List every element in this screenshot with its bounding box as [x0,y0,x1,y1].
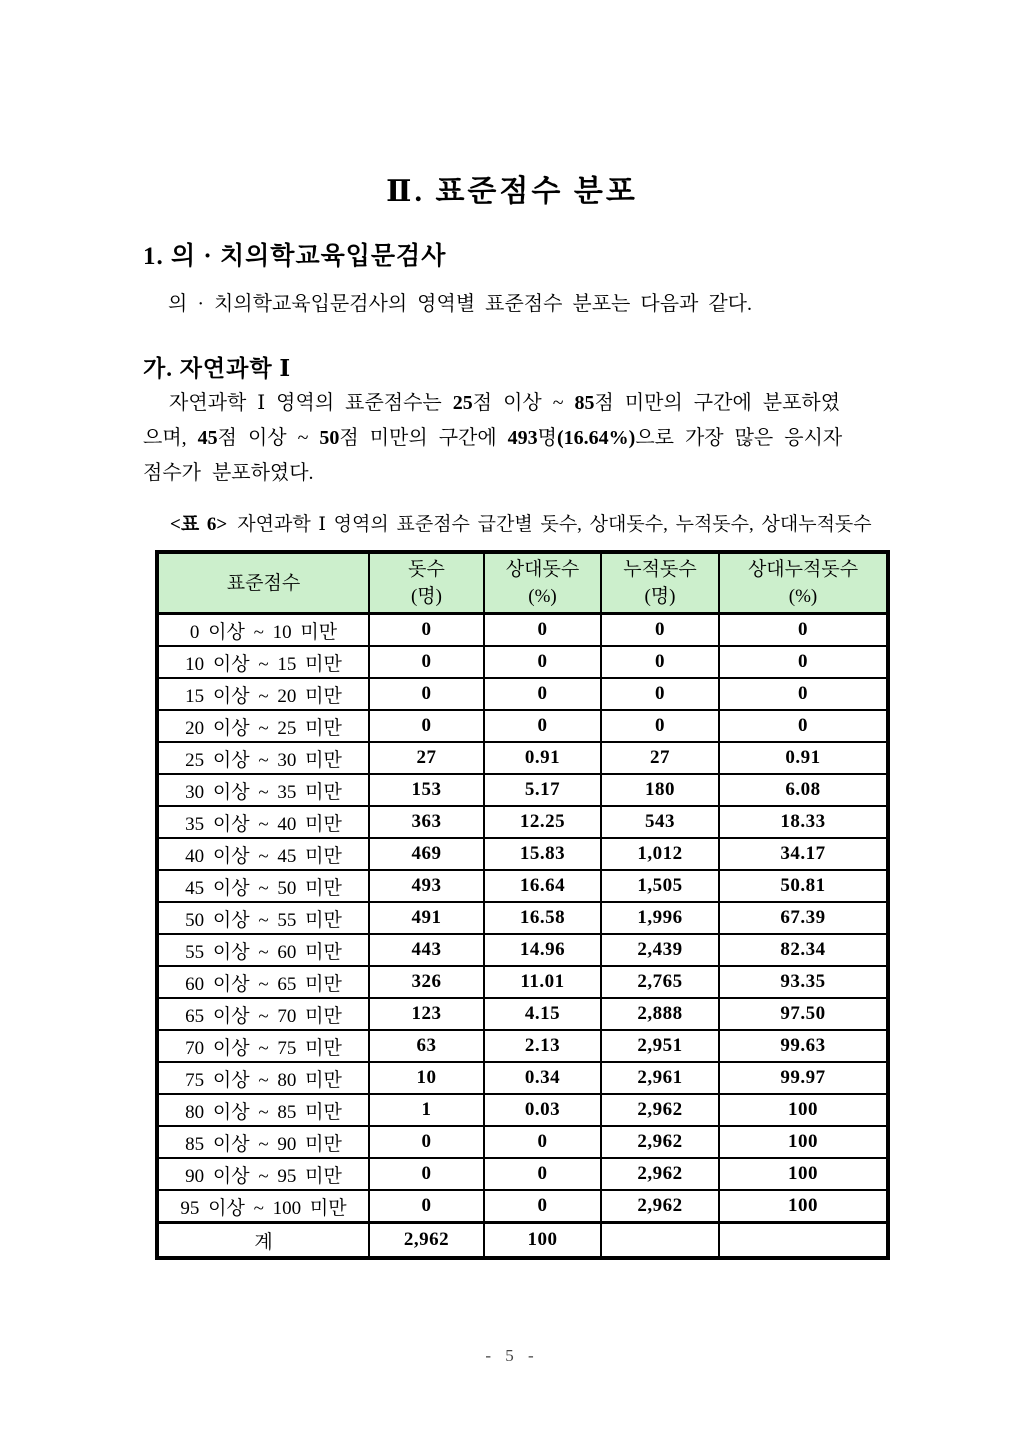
column-header-relative-cumulative-frequency [719,552,888,614]
table-caption [170,509,890,536]
total-relative-cumulative-frequency-cell [719,1223,888,1259]
relative-cumulative-frequency-cell: 100 [719,1190,888,1223]
relative-cumulative-frequency-cell: 99.97 [719,1062,888,1094]
text-segment: 25 [452,392,473,414]
relative-cumulative-frequency-cell: 6.08 [719,774,888,806]
cumulative-frequency-cell: 1,505 [601,870,719,902]
column-header-frequency [369,552,484,614]
relative-cumulative-frequency-cell: 67.39 [719,902,888,934]
column-label: 상대누적돗수 [747,559,859,580]
relative-frequency-cell: 16.64 [484,870,601,902]
score-range-cell: 35 이상 ~ 40 미만 [157,806,369,838]
relative-frequency-cell: 15.83 [484,838,601,870]
table-row [157,742,888,774]
relative-frequency-cell: 11.01 [484,966,601,998]
total-label-cell: 계 [157,1223,369,1259]
cumulative-frequency-cell: 0 [601,614,719,647]
relative-cumulative-frequency-cell: 82.34 [719,934,888,966]
score-range-cell: 40 이상 ~ 45 미만 [157,838,369,870]
total-relative-frequency-cell: 100 [484,1223,601,1259]
relative-frequency-cell: 0.34 [484,1062,601,1094]
table-row [157,1030,888,1062]
frequency-cell: 1 [369,1094,484,1126]
column-unit: (명) [644,586,676,607]
relative-cumulative-frequency-cell: 100 [719,1158,888,1190]
text-segment: 점수가 분포하였다. [143,462,314,484]
score-range-cell: 80 이상 ~ 85 미만 [157,1094,369,1126]
frequency-cell: 326 [369,966,484,998]
text-segment: 점 미만의 구간에 [339,427,508,449]
table-row [157,1158,888,1190]
frequency-cell: 10 [369,1062,484,1094]
table-row [157,1094,888,1126]
cumulative-frequency-cell: 0 [601,678,719,710]
cumulative-frequency-cell: 1,996 [601,902,719,934]
relative-cumulative-frequency-cell: 34.17 [719,838,888,870]
frequency-cell: 443 [369,934,484,966]
table-row [157,774,888,806]
table-caption-label: <표 6> [170,514,228,535]
column-header-score-range [157,552,369,614]
column-label: 돗수 [408,559,445,580]
frequency-cell: 469 [369,838,484,870]
relative-frequency-cell: 0 [484,614,601,647]
score-range-cell: 45 이상 ~ 50 미만 [157,870,369,902]
relative-cumulative-frequency-cell: 0 [719,646,888,678]
score-range-cell: 70 이상 ~ 75 미만 [157,1030,369,1062]
relative-cumulative-frequency-cell: 100 [719,1094,888,1126]
relative-frequency-cell: 0 [484,646,601,678]
relative-frequency-cell: 14.96 [484,934,601,966]
table-row [157,870,888,902]
frequency-cell: 0 [369,1190,484,1223]
frequency-cell: 153 [369,774,484,806]
table-row [157,646,888,678]
relative-frequency-cell: 2.13 [484,1030,601,1062]
cumulative-frequency-cell: 2,888 [601,998,719,1030]
cumulative-frequency-cell: 2,962 [601,1158,719,1190]
relative-frequency-cell: 12.25 [484,806,601,838]
score-table-footer [157,1223,888,1259]
relative-cumulative-frequency-cell: 99.63 [719,1030,888,1062]
relative-frequency-cell: 0.03 [484,1094,601,1126]
total-cumulative-frequency-cell [601,1223,719,1259]
column-header-relative-frequency [484,552,601,614]
header-row [157,552,888,614]
score-range-cell: 50 이상 ~ 55 미만 [157,902,369,934]
table-row [157,998,888,1030]
cumulative-frequency-cell: 2,765 [601,966,719,998]
table-row [157,1062,888,1094]
text-segment: 자연과학 Ⅰ 영역의 표준점수는 [169,392,453,414]
text-segment: 으며, [143,427,198,449]
relative-frequency-cell: 0 [484,678,601,710]
table-caption-text: 자연과학 Ⅰ 영역의 표준점수 급간별 돗수, 상대돗수, 누적돗수, 상대누적돗수 [237,514,872,535]
section-intro-text: 의 · 치의학교육입문검사의 영역별 표준점수 분포는 다음과 같다. [168,293,752,315]
text-segment: 493 [507,427,538,449]
cumulative-frequency-cell: 0 [601,646,719,678]
score-range-cell: 95 이상 ~ 100 미만 [157,1190,369,1223]
page-title: Ⅱ. 표준점수 분포 [386,175,638,208]
relative-frequency-cell: 5.17 [484,774,601,806]
score-table-header [157,552,888,614]
cumulative-frequency-cell: 2,951 [601,1030,719,1062]
column-unit: (%) [788,586,818,607]
relative-cumulative-frequency-cell: 50.81 [719,870,888,902]
relative-frequency-cell: 0 [484,1158,601,1190]
table-row [157,966,888,998]
table-row [157,1126,888,1158]
paragraph-line-3 [143,456,885,491]
text-segment: 명 [537,427,557,449]
page-number: - 5 - [485,1346,539,1365]
table-row [157,710,888,742]
total-row [157,1223,888,1259]
column-unit: (명) [410,586,442,607]
column-unit: (%) [528,586,557,607]
relative-cumulative-frequency-cell: 100 [719,1126,888,1158]
score-range-cell: 10 이상 ~ 15 미만 [157,646,369,678]
text-segment: 점 이상 ~ [472,392,575,414]
score-range-cell: 65 이상 ~ 70 미만 [157,998,369,1030]
column-label: 표준점수 [226,572,301,594]
subsection-paragraph [143,386,885,491]
cumulative-frequency-cell: 2,962 [601,1190,719,1223]
relative-frequency-cell: 0 [484,1126,601,1158]
score-range-cell: 15 이상 ~ 20 미만 [157,678,369,710]
frequency-cell: 493 [369,870,484,902]
score-range-cell: 75 이상 ~ 80 미만 [157,1062,369,1094]
frequency-cell: 0 [369,678,484,710]
score-table-body [157,614,888,1223]
table-row [157,902,888,934]
relative-cumulative-frequency-cell: 93.35 [719,966,888,998]
text-segment: 85 [574,392,595,414]
text-segment: 점 미만의 구간에 분포하였 [594,392,841,414]
relative-frequency-cell: 0.91 [484,742,601,774]
text-segment: 점 이상 ~ [217,427,320,449]
relative-cumulative-frequency-cell: 0 [719,710,888,742]
text-segment: 45 [197,427,218,449]
section-heading: 1. 의 · 치의학교육입문검사 [143,243,447,270]
table-row [157,1190,888,1223]
text-segment: 50 [319,427,340,449]
frequency-cell: 0 [369,710,484,742]
relative-frequency-cell: 0 [484,1190,601,1223]
score-distribution-table [155,550,890,1260]
column-header-cumulative-frequency [601,552,719,614]
table-row [157,806,888,838]
relative-cumulative-frequency-cell: 0.91 [719,742,888,774]
cumulative-frequency-cell: 2,962 [601,1094,719,1126]
relative-frequency-cell: 16.58 [484,902,601,934]
paragraph-line-2 [143,421,885,456]
frequency-cell: 0 [369,646,484,678]
frequency-cell: 0 [369,1158,484,1190]
frequency-cell: 0 [369,614,484,647]
cumulative-frequency-cell: 2,961 [601,1062,719,1094]
cumulative-frequency-cell: 1,012 [601,838,719,870]
relative-cumulative-frequency-cell: 0 [719,678,888,710]
table-row [157,678,888,710]
frequency-cell: 491 [369,902,484,934]
relative-cumulative-frequency-cell: 0 [719,614,888,647]
cumulative-frequency-cell: 2,439 [601,934,719,966]
score-range-cell: 90 이상 ~ 95 미만 [157,1158,369,1190]
relative-cumulative-frequency-cell: 97.50 [719,998,888,1030]
text-segment: 으로 가장 많은 응시자 [635,427,843,449]
frequency-cell: 0 [369,1126,484,1158]
table-row [157,838,888,870]
table-row [157,614,888,647]
score-range-cell: 0 이상 ~ 10 미만 [157,614,369,647]
subsection-heading: 가. 자연과학 Ⅰ [143,356,292,381]
column-label: 누적돗수 [623,559,697,580]
cumulative-frequency-cell: 27 [601,742,719,774]
score-range-cell: 60 이상 ~ 65 미만 [157,966,369,998]
cumulative-frequency-cell: 180 [601,774,719,806]
column-label: 상대돗수 [505,559,580,580]
relative-frequency-cell: 4.15 [484,998,601,1030]
frequency-cell: 63 [369,1030,484,1062]
cumulative-frequency-cell: 543 [601,806,719,838]
relative-frequency-cell: 0 [484,710,601,742]
paragraph-line-1 [143,386,885,421]
score-range-cell: 85 이상 ~ 90 미만 [157,1126,369,1158]
frequency-cell: 27 [369,742,484,774]
table-row [157,934,888,966]
score-range-cell: 25 이상 ~ 30 미만 [157,742,369,774]
cumulative-frequency-cell: 2,962 [601,1126,719,1158]
total-frequency-cell: 2,962 [369,1223,484,1259]
cumulative-frequency-cell: 0 [601,710,719,742]
frequency-cell: 123 [369,998,484,1030]
score-range-cell: 55 이상 ~ 60 미만 [157,934,369,966]
text-segment: (16.64%) [557,427,636,449]
frequency-cell: 363 [369,806,484,838]
score-range-cell: 30 이상 ~ 35 미만 [157,774,369,806]
score-range-cell: 20 이상 ~ 25 미만 [157,710,369,742]
relative-cumulative-frequency-cell: 18.33 [719,806,888,838]
